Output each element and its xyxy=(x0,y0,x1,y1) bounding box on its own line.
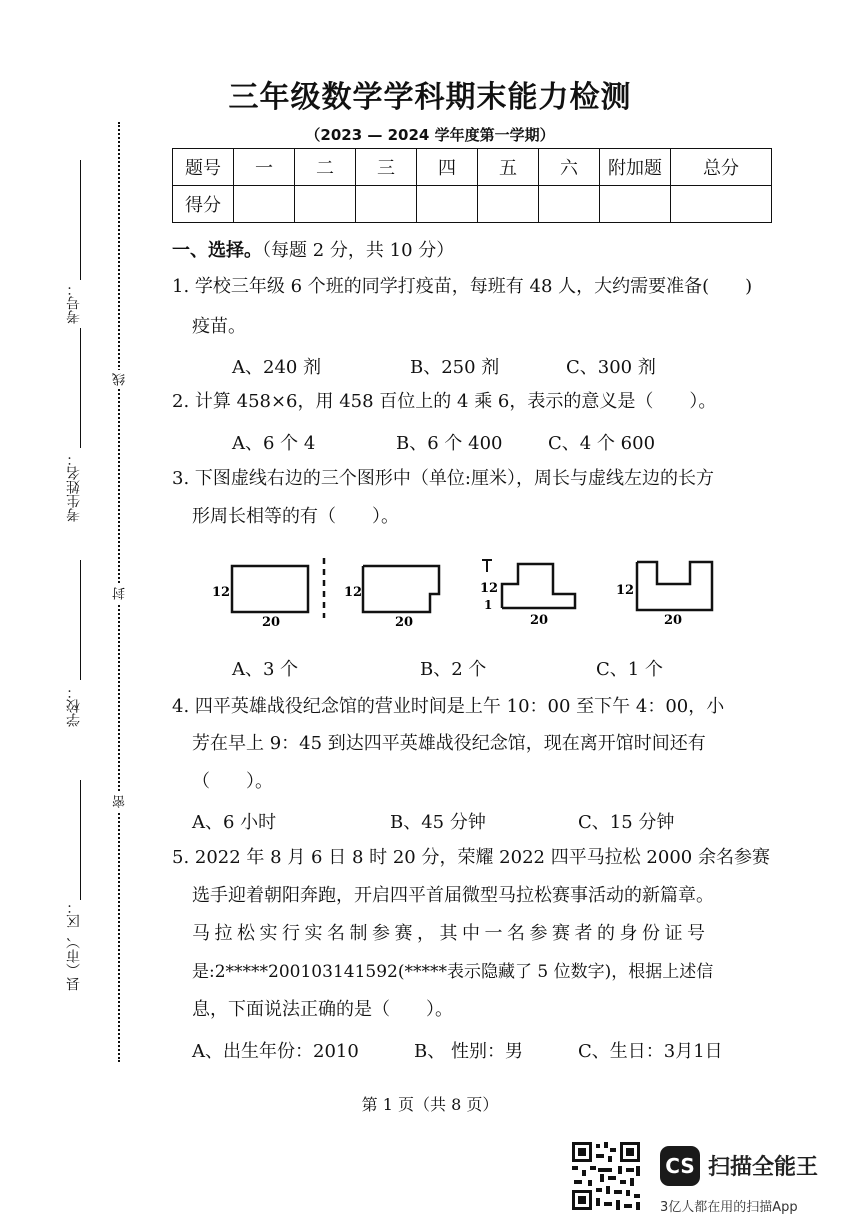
figure-step-shape xyxy=(502,564,575,608)
score-table-score-row xyxy=(173,186,772,223)
figure-c-width: 20 xyxy=(530,613,549,628)
question-4-line2: 芳在早上 9：45 到达四平英雄战役纪念馆，现在离开馆时间还有 xyxy=(192,733,706,754)
question-3-line1: 3. 下图虚线右边的三个图形中（单位:厘米），周长与虚线左边的长方 xyxy=(172,468,714,489)
figure-u-shape xyxy=(637,562,712,610)
score-input-cell[interactable] xyxy=(356,186,417,223)
score-table-cell: 五 xyxy=(478,149,539,186)
figure-b-width: 20 xyxy=(395,615,414,630)
question-5-line3: 马拉松实行实名制参赛，其中一名参赛者的身份证号 xyxy=(192,923,710,944)
scanner-brand-tagline: 3亿人都在用的扫描App xyxy=(660,1200,798,1215)
question-5-option-c[interactable]: C、生日：3月1日 xyxy=(578,1041,723,1062)
kaohao-label: 考号： xyxy=(66,282,82,324)
figure-a-width: 20 xyxy=(262,615,281,630)
figure-rectangle xyxy=(232,566,308,612)
name-label: 考生姓名： xyxy=(66,452,82,522)
name-underline[interactable] xyxy=(80,328,81,448)
score-table-cell: 总分 xyxy=(671,149,772,186)
score-input-cell[interactable] xyxy=(417,186,478,223)
school-label: 学校： xyxy=(66,685,82,727)
page-subtitle: （2023 — 2024 学年度第一学期） xyxy=(305,126,555,144)
question-2-option-a[interactable]: A、6 个 4 xyxy=(232,433,316,454)
question-4-option-a[interactable]: A、6 小时 xyxy=(192,812,277,833)
qr-code-icon xyxy=(570,1140,642,1212)
question-3-option-b[interactable]: B、2 个 xyxy=(420,659,487,680)
question-2-option-c[interactable]: C、4 个 600 xyxy=(548,433,656,454)
question-5-line4: 是:2*****200103141592(*****表示隐藏了 5 位数字)，根据上述信 xyxy=(192,962,714,982)
question-1-line1: 1. 学校三年级 6 个班的同学打疫苗，每班有 48 人，大约需要准备( ) xyxy=(172,276,753,297)
score-table-cell: 一 xyxy=(234,149,295,186)
score-input-cell[interactable] xyxy=(234,186,295,223)
question-5-line5: 息，下面说法正确的是（ ）。 xyxy=(192,999,453,1020)
score-table-cell: 三 xyxy=(356,149,417,186)
figure-c-height: 12 xyxy=(480,581,499,596)
page-footer: 第 1 页（共 8 页） xyxy=(361,1095,499,1114)
question-1-line2: 疫苗。 xyxy=(192,316,246,337)
section-title: 一、选择。 xyxy=(172,240,262,261)
question-3-option-c[interactable]: C、1 个 xyxy=(596,659,663,680)
question-2-option-b[interactable]: B、6 个 400 xyxy=(396,433,503,454)
score-table-cell: 附加题 xyxy=(600,149,671,186)
question-3-option-a[interactable]: A、3 个 xyxy=(232,659,299,680)
figure-b-height: 12 xyxy=(344,585,363,600)
figure-d-width: 20 xyxy=(664,613,683,628)
question-3-figures xyxy=(200,550,740,635)
score-input-cell[interactable] xyxy=(478,186,539,223)
score-input-cell[interactable] xyxy=(600,186,671,223)
question-4-line1: 4. 四平英雄战役纪念馆的营业时间是上午 10：00 至下午 4：00，小 xyxy=(172,696,725,717)
figure-notched-rectangle xyxy=(363,566,439,612)
question-4-line3: （ ）。 xyxy=(192,771,273,792)
question-5-line2: 选手迎着朝阳奔跑，开启四平首届微型马拉松赛事活动的新篇章。 xyxy=(192,885,714,906)
section-heading xyxy=(172,236,454,262)
figure-c-small: 1 xyxy=(484,598,493,612)
seal-mark-feng: 封 xyxy=(111,584,130,603)
county-label: 县（市）、区： xyxy=(66,900,82,991)
score-row-label: 得分 xyxy=(173,186,234,223)
figure-d-height: 12 xyxy=(616,583,635,598)
score-table-header-row xyxy=(173,149,772,186)
kaohao-underline[interactable] xyxy=(80,160,81,280)
question-3-line2: 形周长相等的有（ ）。 xyxy=(192,506,399,527)
question-5-option-a[interactable]: A、出生年份：2010 xyxy=(192,1041,359,1062)
county-underline[interactable] xyxy=(80,780,81,900)
school-underline[interactable] xyxy=(80,560,81,680)
scanner-brand-name: 扫描全能王 xyxy=(708,1155,819,1180)
question-1-option-b[interactable]: B、250 剂 xyxy=(410,357,500,378)
scanner-logo-icon: CS xyxy=(660,1146,700,1186)
seal-mark-mi: 密 xyxy=(111,792,130,811)
figure-a-height: 12 xyxy=(212,585,231,600)
score-table-cell: 二 xyxy=(295,149,356,186)
score-table-cell: 六 xyxy=(539,149,600,186)
question-1-option-a[interactable]: A、240 剂 xyxy=(232,357,322,378)
question-5-option-b[interactable]: B、 性别：男 xyxy=(414,1041,523,1062)
score-input-cell[interactable] xyxy=(671,186,772,223)
question-5-line1: 5. 2022 年 8 月 6 日 8 时 20 分，荣耀 2022 四平马拉松 2000 余名参赛 xyxy=(172,847,770,868)
section-note: （每题 2 分，共 10 分） xyxy=(262,240,455,261)
score-input-cell[interactable] xyxy=(295,186,356,223)
scanner-brand xyxy=(660,1146,850,1216)
question-4-option-c[interactable]: C、15 分钟 xyxy=(578,812,675,833)
seal-mark-xian: 线 xyxy=(111,370,130,389)
score-input-cell[interactable] xyxy=(539,186,600,223)
score-table-cell: 四 xyxy=(417,149,478,186)
question-1-option-c[interactable]: C、300 剂 xyxy=(566,357,656,378)
question-2-line1: 2. 计算 458×6，用 458 百位上的 4 乘 6，表示的意义是（ ）。 xyxy=(172,391,717,412)
score-table-cell: 题号 xyxy=(173,149,234,186)
page-title: 三年级数学学科期末能力检测 xyxy=(228,80,632,115)
question-4-option-b[interactable]: B、45 分钟 xyxy=(390,812,486,833)
score-table xyxy=(172,148,772,223)
